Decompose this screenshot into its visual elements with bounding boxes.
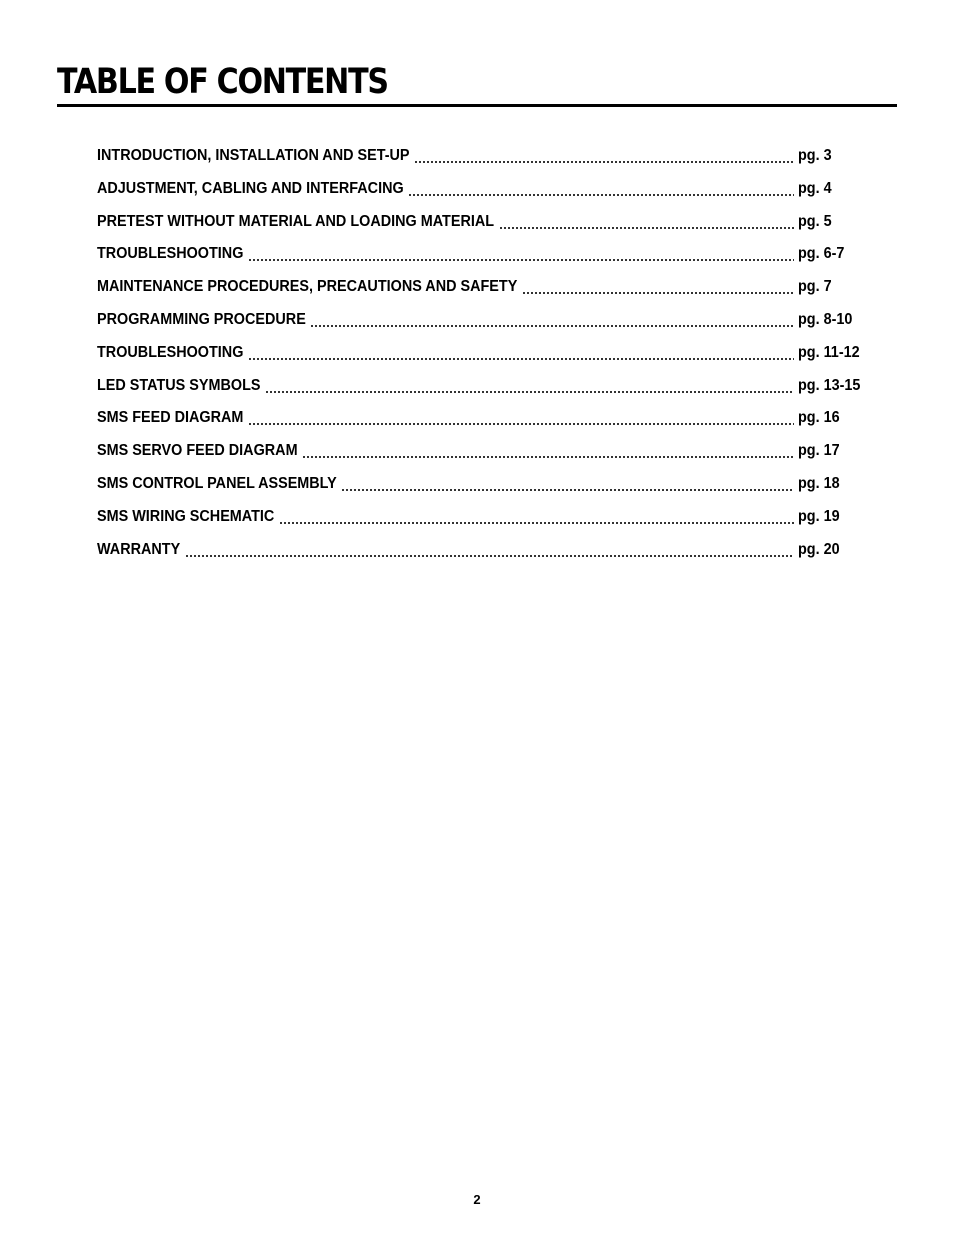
toc-entry-page: pg. 4 [798, 179, 832, 197]
toc-leader-dots [310, 325, 794, 327]
toc-leader-dots [248, 358, 794, 360]
toc-entry-label: INTRODUCTION, INSTALLATION AND SET-UP [97, 147, 410, 164]
toc-entry-label: WARRANTY [97, 540, 181, 558]
toc-entry-page: pg. 11-12 [798, 343, 860, 361]
toc-leader-dots [279, 522, 794, 524]
toc-leader-dots [185, 555, 794, 557]
toc-entry-page: pg. 13-15 [798, 376, 861, 394]
toc-leader-dots [248, 259, 794, 261]
toc-entry-page: pg. 17 [798, 442, 840, 460]
toc-entry-page: pg. 18 [798, 474, 840, 492]
toc-entry-page: pg. 16 [798, 409, 840, 427]
toc-entry [97, 468, 867, 501]
toc-entry [97, 402, 867, 435]
toc-leader-dots [499, 227, 794, 229]
toc-entry [97, 435, 867, 468]
toc-entry-label: SMS WIRING SCHEMATIC [97, 507, 275, 525]
toc-entry-label: TROUBLESHOOTING [97, 343, 244, 361]
toc-entry [97, 370, 867, 403]
toc-leader-dots [414, 161, 794, 163]
toc-entry-page: pg. 8-10 [798, 310, 853, 328]
toc-entry-page: pg. 5 [798, 212, 832, 230]
toc-entry-page: pg. 19 [798, 507, 840, 525]
toc-entry [97, 271, 867, 304]
toc-entry [97, 304, 867, 337]
toc-entry-label: ADJUSTMENT, CABLING AND INTERFACING [97, 179, 404, 197]
page-title: TABLE OF CONTENTS [57, 62, 388, 102]
page-number: 2 [473, 1192, 481, 1207]
toc-leader-dots [265, 391, 794, 393]
toc-entry-label: TROUBLESHOOTING [97, 245, 244, 263]
title-divider [57, 104, 897, 107]
toc-entry-label: SMS SERVO FEED DIAGRAM [97, 442, 298, 460]
toc-entry [97, 173, 867, 206]
toc-leader-dots [248, 423, 794, 425]
toc-entry-label: PRETEST WITHOUT MATERIAL AND LOADING MATERIAL [97, 212, 495, 230]
toc-entry-label: LED STATUS SYMBOLS [97, 376, 261, 394]
toc-entry [97, 534, 867, 567]
toc-entry-page: pg. 7 [798, 278, 832, 296]
toc-entry-label: SMS CONTROL PANEL ASSEMBLY [97, 474, 337, 492]
toc-entry-page: pg. 3 [798, 147, 832, 164]
toc-leader-dots [522, 292, 794, 294]
toc-leader-dots [302, 456, 794, 458]
table-of-contents [97, 140, 867, 566]
toc-leader-dots [341, 489, 794, 491]
toc-entry [97, 140, 867, 173]
toc-entry [97, 501, 867, 534]
toc-entry-page: pg. 6-7 [798, 245, 845, 263]
toc-entry [97, 238, 867, 271]
toc-entry-page: pg. 20 [798, 540, 840, 558]
toc-entry-label: PROGRAMMING PROCEDURE [97, 310, 306, 328]
toc-entry-label: MAINTENANCE PROCEDURES, PRECAUTIONS AND SAFETY [97, 278, 518, 296]
toc-entry [97, 337, 867, 370]
toc-entry-label: SMS FEED DIAGRAM [97, 409, 244, 427]
toc-leader-dots [408, 194, 794, 196]
toc-entry [97, 206, 867, 239]
